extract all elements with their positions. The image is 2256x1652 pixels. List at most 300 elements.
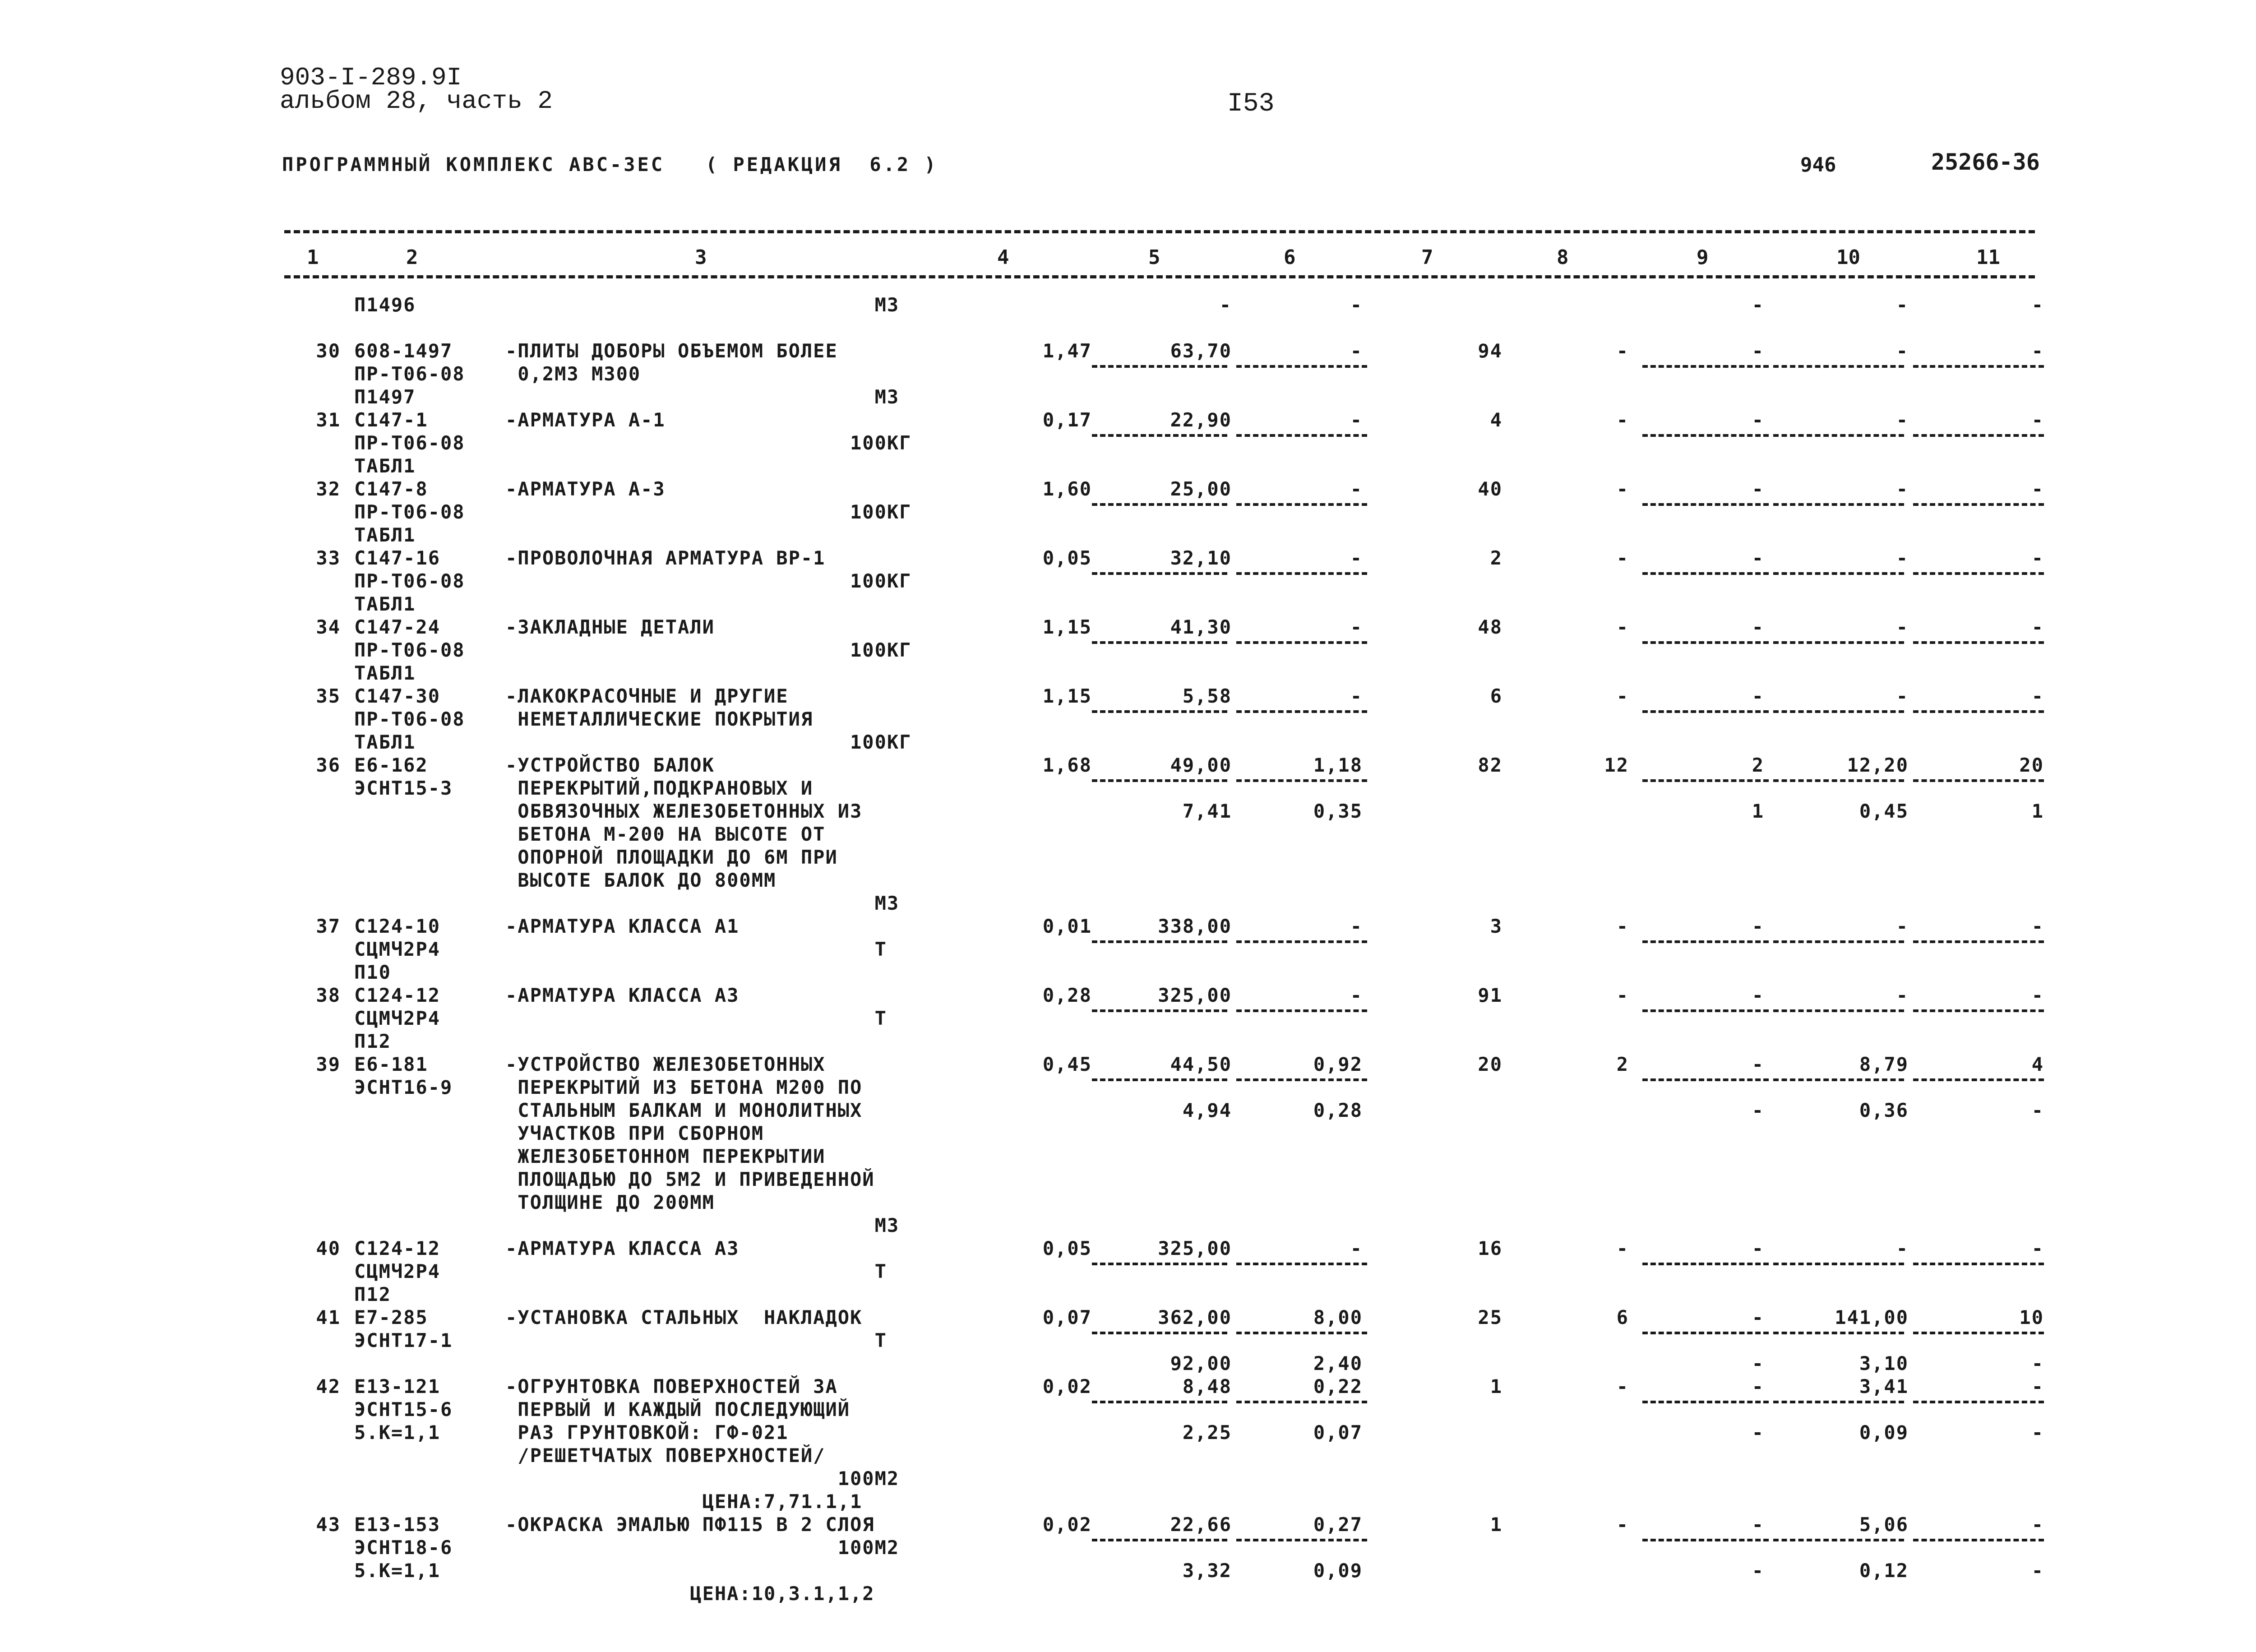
total-cost: 91: [1478, 984, 1502, 1006]
sheet-code: 946: [1800, 153, 1836, 176]
col11-value: -: [2031, 616, 2044, 638]
col11-secondary: -: [2031, 1421, 2044, 1444]
col9-value: -: [1752, 1053, 1764, 1075]
col10-value: -: [1896, 294, 1909, 316]
total-wage: 2: [1616, 1053, 1629, 1075]
cell-divider: [1236, 641, 1367, 644]
resource-code: ТАБЛ1: [354, 524, 416, 546]
resource-code: Е13-121: [354, 1375, 441, 1397]
col10-value: 3,41: [1859, 1375, 1909, 1397]
resource-code: ПР-Т06-08: [354, 639, 465, 661]
cell-divider: [1913, 710, 2044, 713]
col10-value: -: [1896, 340, 1909, 362]
work-description: ПЕРВЫЙ И КАЖДЫЙ ПОСЛЕДУЮЩИЙ: [505, 1398, 851, 1421]
work-description: 100КГ: [505, 570, 912, 592]
cell-divider: [1773, 940, 1904, 943]
work-description: СТАЛЬНЫМ БАЛКАМ И МОНОЛИТНЫХ: [505, 1099, 863, 1121]
row-number: 42: [316, 1375, 341, 1397]
col10-secondary: 0,09: [1859, 1421, 1909, 1444]
column-number: 11: [1976, 246, 2000, 269]
total-cost: 16: [1478, 1237, 1502, 1259]
quantity: 0,05: [1042, 547, 1092, 569]
total-cost: 94: [1478, 340, 1502, 362]
col10-value: 141,00: [1835, 1306, 1909, 1328]
resource-code: С147-24: [354, 616, 441, 638]
col11-secondary: -: [2031, 1099, 2044, 1121]
cell-divider: [1642, 503, 1769, 506]
unit-wage-secondary: 0,07: [1313, 1421, 1363, 1444]
work-description: ОБВЯЗОЧНЫХ ЖЕЛЕЗОБЕТОННЫХ ИЗ: [505, 800, 863, 822]
work-description: -ПЛИТЫ ДОБОРЫ ОБЪЕМОМ БОЛЕЕ: [505, 340, 838, 362]
col9-value: -: [1752, 340, 1764, 362]
page-number: I53: [1227, 89, 1275, 119]
quantity: 0,01: [1042, 915, 1092, 937]
cell-divider: [1236, 1078, 1367, 1081]
col11-value: -: [2031, 1513, 2044, 1536]
work-description: ВЫСОТЕ БАЛОК ДО 800ММ: [505, 869, 777, 891]
resource-code: 608-1497: [354, 340, 453, 362]
quantity: 0,07: [1042, 1306, 1092, 1328]
cell-divider: [1236, 572, 1367, 575]
unit-cost: 22,66: [1170, 1513, 1232, 1536]
row-number: 39: [316, 1053, 341, 1075]
work-description: -ОКРАСКА ЭМАЛЬЮ ПФ115 В 2 СЛОЯ: [505, 1513, 875, 1536]
unit-wage: 0,27: [1313, 1513, 1363, 1536]
unit-cost: -: [1219, 294, 1232, 316]
total-wage: 12: [1604, 754, 1629, 776]
work-description: М3: [505, 386, 900, 408]
cell-divider: [1913, 1401, 2044, 1403]
cell-divider: [1642, 1332, 1769, 1334]
quantity: 0,17: [1042, 409, 1092, 431]
quantity: 1,68: [1042, 754, 1092, 776]
cell-divider: [1236, 503, 1367, 506]
cell-divider: [1642, 1263, 1769, 1265]
resource-code: СЦМЧ2Р4: [354, 938, 441, 960]
col10-value: -: [1896, 616, 1909, 638]
resource-code: ТАБЛ1: [354, 662, 416, 684]
unit-cost: 5,58: [1182, 685, 1232, 707]
unit-cost: 338,00: [1158, 915, 1232, 937]
col11-value: -: [2031, 984, 2044, 1006]
resource-code: СЦМЧ2Р4: [354, 1260, 441, 1282]
col11-value: -: [2031, 547, 2044, 569]
col9-secondary: -: [1752, 1421, 1764, 1444]
col11-value: 20: [2019, 754, 2044, 776]
column-number: 7: [1421, 246, 1433, 269]
quantity: 0,05: [1042, 1237, 1092, 1259]
unit-cost: 44,50: [1170, 1053, 1232, 1075]
work-description: ТОЛЩИНЕ ДО 200ММ: [505, 1191, 715, 1213]
col11-value: -: [2031, 340, 2044, 362]
cell-divider: [1642, 641, 1769, 644]
resource-code: ЭСНТ15-3: [354, 777, 453, 799]
col10-value: 12,20: [1847, 754, 1909, 776]
cell-divider: [1092, 641, 1227, 644]
col9-value: -: [1752, 1375, 1764, 1397]
total-cost: 82: [1478, 754, 1502, 776]
resource-code: Е7-285: [354, 1306, 428, 1328]
cell-divider: [1913, 503, 2044, 506]
col9-value: -: [1752, 294, 1764, 316]
work-description: -АРМАТУРА КЛАССА А3: [505, 1237, 740, 1259]
total-wage: -: [1616, 409, 1629, 431]
cell-divider: [1236, 940, 1367, 943]
col10-value: -: [1896, 409, 1909, 431]
unit-cost: 325,00: [1158, 984, 1232, 1006]
unit-cost: 49,00: [1170, 754, 1232, 776]
unit-cost: 25,00: [1170, 478, 1232, 500]
unit-wage: -: [1350, 340, 1363, 362]
cell-divider: [1092, 434, 1227, 437]
resource-code: П12: [354, 1030, 391, 1052]
column-number: 10: [1836, 246, 1860, 269]
column-number: 8: [1557, 246, 1569, 269]
work-description: УЧАСТКОВ ПРИ СБОРНОМ: [505, 1122, 764, 1144]
cell-divider: [1773, 434, 1904, 437]
resource-code: С147-1: [354, 409, 428, 431]
resource-code: ТАБЛ1: [354, 593, 416, 615]
unit-wage-secondary: 0,35: [1313, 800, 1363, 822]
unit-wage: -: [1350, 294, 1363, 316]
col11-value: -: [2031, 478, 2044, 500]
total-cost: 6: [1490, 685, 1502, 707]
total-wage: -: [1616, 547, 1629, 569]
total-wage: -: [1616, 1513, 1629, 1536]
total-cost: 3: [1490, 915, 1502, 937]
work-description: ПЛОЩАДЬЮ ДО 5М2 И ПРИВЕДЕННОЙ: [505, 1168, 875, 1190]
work-description: БЕТОНА М-200 НА ВЫСОТЕ ОТ: [505, 823, 826, 845]
work-description: -ОГРУНТОВКА ПОВЕРХНОСТЕЙ ЗА: [505, 1375, 838, 1397]
cell-divider: [1092, 940, 1227, 943]
row-number: 43: [316, 1513, 341, 1536]
cell-divider: [1773, 1332, 1904, 1334]
row-number: 32: [316, 478, 341, 500]
cell-divider: [1092, 1078, 1227, 1081]
cell-divider: [1092, 1263, 1227, 1265]
resource-code: ПР-Т06-08: [354, 501, 465, 523]
resource-code: ПР-Т06-08: [354, 708, 465, 730]
col9-value: -: [1752, 409, 1764, 431]
row-number: 31: [316, 409, 341, 431]
table-header-rule: [284, 275, 2035, 278]
cell-divider: [1092, 779, 1227, 782]
col11-value: -: [2031, 1375, 2044, 1397]
col9-secondary: -: [1752, 1559, 1764, 1582]
cell-divider: [1913, 434, 2044, 437]
cell-divider: [1642, 572, 1769, 575]
cell-divider: [1092, 710, 1227, 713]
resource-code: ПР-Т06-08: [354, 363, 465, 385]
total-wage: -: [1616, 685, 1629, 707]
cell-divider: [1773, 1539, 1904, 1541]
unit-wage: -: [1350, 478, 1363, 500]
row-number: 33: [316, 547, 341, 569]
resource-code: П12: [354, 1283, 391, 1305]
cell-divider: [1773, 641, 1904, 644]
row-number: 36: [316, 754, 341, 776]
resource-code: ТАБЛ1: [354, 731, 416, 753]
cell-divider: [1642, 1539, 1769, 1541]
work-description: НЕМЕТАЛЛИЧЕСКИЕ ПОКРЫТИЯ: [505, 708, 814, 730]
work-description: 100КГ: [505, 731, 912, 753]
work-description: М3: [505, 294, 900, 316]
unit-wage: 8,00: [1313, 1306, 1363, 1328]
unit-cost: 22,90: [1170, 409, 1232, 431]
work-description: -АРМАТУРА КЛАССА А1: [505, 915, 740, 937]
cell-divider: [1092, 1332, 1227, 1334]
col11-value: -: [2031, 685, 2044, 707]
cell-divider: [1092, 1009, 1227, 1012]
cell-divider: [1236, 434, 1367, 437]
unit-wage-secondary: 0,28: [1313, 1099, 1363, 1121]
work-description: -ПРОВОЛОЧНАЯ АРМАТУРА ВР-1: [505, 547, 826, 569]
cell-divider: [1773, 1401, 1904, 1403]
resource-code: ЭСНТ17-1: [354, 1329, 453, 1351]
work-description: ЦЕНА:10,3.1,1,2: [505, 1583, 875, 1605]
cell-divider: [1913, 1009, 2044, 1012]
quantity: 0,02: [1042, 1513, 1092, 1536]
column-number: 3: [695, 246, 707, 269]
cell-divider: [1913, 1332, 2044, 1334]
col10-secondary: 0,45: [1859, 800, 1909, 822]
total-wage: -: [1616, 340, 1629, 362]
col9-value: -: [1752, 478, 1764, 500]
work-description: ЦЕНА:7,71.1,1: [505, 1490, 863, 1513]
col9-value: -: [1752, 1237, 1764, 1259]
total-wage: -: [1616, 915, 1629, 937]
resource-code: Е6-162: [354, 754, 428, 776]
work-description: -АРМАТУРА А-3: [505, 478, 666, 500]
col10-value: 8,79: [1859, 1053, 1909, 1075]
cell-divider: [1913, 365, 2044, 368]
total-cost: 4: [1490, 409, 1502, 431]
album-label: альбом 28, часть 2: [280, 87, 553, 116]
col11-value: -: [2031, 915, 2044, 937]
cell-divider: [1642, 365, 1769, 368]
cell-divider: [1642, 1078, 1769, 1081]
cell-divider: [1092, 365, 1227, 368]
col11-value: 4: [2031, 1053, 2044, 1075]
cell-divider: [1092, 1539, 1227, 1541]
work-description: -ЛАКОКРАСОЧНЫЕ И ДРУГИЕ: [505, 685, 789, 707]
work-description: РАЗ ГРУНТОВКОЙ: ГФ-021: [505, 1421, 789, 1444]
total-wage: -: [1616, 478, 1629, 500]
total-wage: -: [1616, 1237, 1629, 1259]
quantity: 0,28: [1042, 984, 1092, 1006]
resource-code: С124-12: [354, 984, 441, 1006]
col9-secondary: -: [1752, 1099, 1764, 1121]
table-top-rule: [284, 230, 2035, 233]
unit-cost: 63,70: [1170, 340, 1232, 362]
unit-wage: 1,18: [1313, 754, 1363, 776]
unit-wage: -: [1350, 616, 1363, 638]
cell-divider: [1773, 1078, 1904, 1081]
unit-wage: -: [1350, 409, 1363, 431]
col9-value: -: [1752, 1513, 1764, 1536]
work-description: -АРМАТУРА КЛАССА А3: [505, 984, 740, 1006]
cell-divider: [1236, 779, 1367, 782]
row-number: 35: [316, 685, 341, 707]
col11-value: 10: [2019, 1306, 2044, 1328]
col10-value: -: [1896, 478, 1909, 500]
resource-code: П1497: [354, 386, 416, 408]
unit-wage-secondary: 2,40: [1313, 1352, 1363, 1374]
resource-code: П1496: [354, 294, 416, 316]
unit-cost: 8,48: [1182, 1375, 1232, 1397]
row-number: 34: [316, 616, 341, 638]
resource-code: С147-8: [354, 478, 428, 500]
unit-wage: -: [1350, 915, 1363, 937]
col9-value: -: [1752, 915, 1764, 937]
unit-wage: -: [1350, 685, 1363, 707]
work-description: -АРМАТУРА А-1: [505, 409, 666, 431]
work-description: ОПОРНОЙ ПЛОЩАДКИ ДО 6М ПРИ: [505, 846, 838, 868]
row-number: 40: [316, 1237, 341, 1259]
total-cost: 1: [1490, 1513, 1502, 1536]
col11-value: -: [2031, 294, 2044, 316]
col9-secondary: 1: [1752, 800, 1764, 822]
unit-cost-secondary: 92,00: [1170, 1352, 1232, 1374]
cell-divider: [1773, 365, 1904, 368]
cell-divider: [1236, 1009, 1367, 1012]
work-description: Т: [505, 1329, 887, 1351]
cell-divider: [1773, 710, 1904, 713]
total-cost: 48: [1478, 616, 1502, 638]
work-description: Т: [505, 1260, 887, 1282]
resource-code: ЭСНТ18-6: [354, 1536, 453, 1559]
work-description: ЖЕЛЕЗОБЕТОННОМ ПЕРЕКРЫТИИ: [505, 1145, 826, 1167]
quantity: 0,45: [1042, 1053, 1092, 1075]
unit-cost: 41,30: [1170, 616, 1232, 638]
resource-code: Е13-153: [354, 1513, 441, 1536]
col9-value: -: [1752, 685, 1764, 707]
col10-value: -: [1896, 1237, 1909, 1259]
work-description: Т: [505, 938, 887, 960]
resource-code: 5.К=1,1: [354, 1421, 441, 1444]
work-description: ПЕРЕКРЫТИЙ ИЗ БЕТОНА М200 ПО: [505, 1076, 863, 1098]
cell-divider: [1773, 1009, 1904, 1012]
cell-divider: [1913, 940, 2044, 943]
unit-wage: -: [1350, 1237, 1363, 1259]
resource-code: ЭСНТ16-9: [354, 1076, 453, 1098]
work-description: М3: [505, 1214, 900, 1236]
row-number: 30: [316, 340, 341, 362]
unit-cost: 325,00: [1158, 1237, 1232, 1259]
col9-value: -: [1752, 616, 1764, 638]
resource-code: ПР-Т06-08: [354, 432, 465, 454]
cell-divider: [1642, 940, 1769, 943]
cell-divider: [1642, 1009, 1769, 1012]
total-cost: 25: [1478, 1306, 1502, 1328]
resource-code: П10: [354, 961, 391, 983]
cell-divider: [1642, 434, 1769, 437]
cell-divider: [1913, 779, 2044, 782]
quantity: 1,15: [1042, 685, 1092, 707]
total-cost: 1: [1490, 1375, 1502, 1397]
unit-cost-secondary: 2,25: [1182, 1421, 1232, 1444]
work-description: -УСТРОЙСТВО БАЛОК: [505, 754, 715, 776]
cell-divider: [1642, 1401, 1769, 1403]
col11-value: -: [2031, 1237, 2044, 1259]
column-number: 5: [1148, 246, 1160, 269]
cell-divider: [1642, 779, 1769, 782]
cell-divider: [1236, 710, 1367, 713]
resource-code: 5.К=1,1: [354, 1559, 441, 1582]
cell-divider: [1773, 503, 1904, 506]
col10-value: -: [1896, 685, 1909, 707]
total-wage: -: [1616, 1375, 1629, 1397]
document-number: 25266-36: [1931, 149, 2040, 175]
resource-code: С147-16: [354, 547, 441, 569]
col9-secondary: -: [1752, 1352, 1764, 1374]
cell-divider: [1913, 1263, 2044, 1265]
work-description: -УСТРОЙСТВО ЖЕЛЕЗОБЕТОННЫХ: [505, 1053, 826, 1075]
resource-code: С124-12: [354, 1237, 441, 1259]
col10-value: 5,06: [1859, 1513, 1909, 1536]
resource-code: ЭСНТ15-6: [354, 1398, 453, 1421]
quantity: 1,47: [1042, 340, 1092, 362]
document-code: 903-I-289.9I: [280, 63, 462, 92]
work-description: 100М2: [505, 1467, 900, 1490]
cell-divider: [1913, 1078, 2044, 1081]
cell-divider: [1236, 1263, 1367, 1265]
unit-wage: 0,92: [1313, 1053, 1363, 1075]
total-wage: 6: [1616, 1306, 1629, 1328]
resource-code: ПР-Т06-08: [354, 570, 465, 592]
work-description: -УСТАНОВКА СТАЛЬНЫХ НАКЛАДОК: [505, 1306, 863, 1328]
column-numbers-row: [0, 246, 2256, 268]
col10-secondary: 0,36: [1859, 1099, 1909, 1121]
cell-divider: [1236, 1401, 1367, 1403]
col10-secondary: 0,12: [1859, 1559, 1909, 1582]
work-description: М3: [505, 892, 900, 914]
work-description: 100КГ: [505, 639, 912, 661]
col11-secondary: -: [2031, 1352, 2044, 1374]
work-description: -ЗАКЛАДНЫЕ ДЕТАЛИ: [505, 616, 715, 638]
cell-divider: [1913, 1539, 2044, 1541]
cell-divider: [1092, 572, 1227, 575]
resource-code: С147-30: [354, 685, 441, 707]
work-description: 100КГ: [505, 501, 912, 523]
row-number: 37: [316, 915, 341, 937]
total-cost: 20: [1478, 1053, 1502, 1075]
cell-divider: [1773, 572, 1904, 575]
cell-divider: [1642, 710, 1769, 713]
quantity: 1,60: [1042, 478, 1092, 500]
col9-value: -: [1752, 547, 1764, 569]
work-description: ПЕРЕКРЫТИЙ,ПОДКРАНОВЫХ И: [505, 777, 814, 799]
cell-divider: [1913, 572, 2044, 575]
resource-code: СЦМЧ2Р4: [354, 1007, 441, 1029]
column-number: 2: [406, 246, 418, 269]
unit-cost-secondary: 7,41: [1182, 800, 1232, 822]
col10-value: -: [1896, 915, 1909, 937]
quantity: 1,15: [1042, 616, 1092, 638]
cell-divider: [1236, 365, 1367, 368]
unit-wage: 0,22: [1313, 1375, 1363, 1397]
column-number: 6: [1284, 246, 1296, 269]
col9-value: -: [1752, 984, 1764, 1006]
cell-divider: [1773, 779, 1904, 782]
quantity: 0,02: [1042, 1375, 1092, 1397]
cell-divider: [1773, 1263, 1904, 1265]
col10-value: -: [1896, 984, 1909, 1006]
work-description: /РЕШЕТЧАТЫХ ПОВЕРХНОСТЕЙ/: [505, 1444, 826, 1467]
resource-code: С124-10: [354, 915, 441, 937]
work-description: 0,2М3 М300: [505, 363, 641, 385]
unit-wage-secondary: 0,09: [1313, 1559, 1363, 1582]
